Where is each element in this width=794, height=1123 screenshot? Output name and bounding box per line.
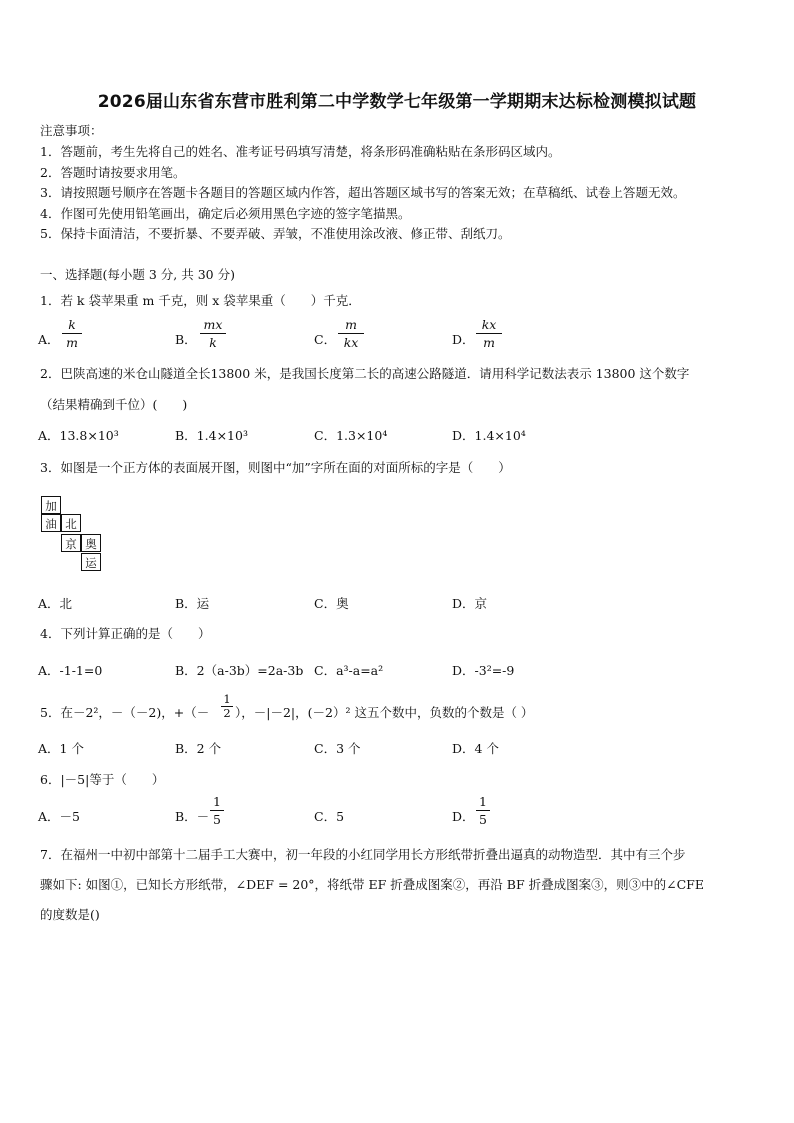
q6-stem: 6．|－5|等于（ ） xyxy=(40,772,165,787)
q5-stem-b: ），－|－2|，(－2）² 这五个数中，负数的个数是（ ） xyxy=(235,705,534,720)
q1-option-c-fraction: m kx xyxy=(338,317,364,350)
q3-option-d: D．京 xyxy=(452,596,488,611)
q5-option-d: D．4 个 xyxy=(452,741,499,756)
q4-stem: 4．下列计算正确的是（ ） xyxy=(40,626,211,641)
notice-item-1: 1．答题前，考生先将自己的姓名、准考证号码填写清楚，将条形码准确粘贴在条形码区域内。 xyxy=(40,144,561,159)
q5-stem-a: 5．在－2²，－（－2)，+（－ xyxy=(40,705,210,720)
q6-option-d: D． xyxy=(452,809,475,824)
q2-stem-2: （结果精确到千位）( ) xyxy=(40,397,188,412)
q1-option-b-fraction: mx k xyxy=(200,317,226,350)
net-face-bei: 北 xyxy=(61,514,81,532)
net-face-jia: 加 xyxy=(41,496,61,514)
q2-option-d: D．1.4×10⁴ xyxy=(452,428,526,443)
q1-option-a-fraction: k m xyxy=(62,317,82,350)
q6-option-b-fraction: 1 5 xyxy=(210,794,224,827)
q5-option-b: B．2 个 xyxy=(175,741,222,756)
q2-option-a: A．13.8×10³ xyxy=(38,428,119,443)
q1-stem: 1．若 k 袋苹果重 m 千克，则 x 袋苹果重（ ）千克． xyxy=(40,293,361,308)
q5-option-a: A．1 个 xyxy=(38,741,84,756)
q2-option-b: B．1.4×10³ xyxy=(175,428,248,443)
q3-stem: 3．如图是一个正方体的表面展开图，则图中“加”字所在面的对面所标的字是（ ） xyxy=(40,460,511,475)
q5-option-c: C．3 个 xyxy=(314,741,361,756)
q4-option-b: B．2（a-3b）=2a-3b xyxy=(175,663,304,678)
q6-option-a: A．－5 xyxy=(38,809,80,824)
net-face-jing: 京 xyxy=(61,534,81,552)
q4-option-a: A．-1-1=0 xyxy=(38,663,103,678)
q7-line-1: 7．在福州一中初中部第十二届手工大赛中，初一年段的小红同学用长方形纸带折叠出逼真的动物造型．其中有三个步 xyxy=(40,847,686,862)
q2-option-c: C．1.3×10⁴ xyxy=(314,428,388,443)
q1-option-c-label: C． xyxy=(314,332,337,347)
net-face-yun: 运 xyxy=(81,553,101,571)
q4-option-c: C．a³-a=a² xyxy=(314,663,384,678)
q5-fraction: 1 2 xyxy=(221,693,233,720)
exam-title: 2026届山东省东营市胜利第二中学数学七年级第一学期期末达标检测模拟试题 xyxy=(97,92,697,112)
q3-option-b: B．运 xyxy=(175,596,210,611)
net-face-you: 油 xyxy=(41,514,61,532)
q4-option-d: D．-3²=-9 xyxy=(452,663,515,678)
q6-option-d-fraction: 1 5 xyxy=(476,794,490,827)
q1-option-d-label: D． xyxy=(452,332,475,347)
notice-item-4: 4．作图可先使用铅笔画出，确定后必须用黑色字迹的签字笔描黑。 xyxy=(40,206,411,221)
notice-heading: 注意事项： xyxy=(40,123,103,138)
section-heading: 一、选择题(每小题 3 分, 共 30 分) xyxy=(40,267,235,282)
q1-option-d-fraction: kx m xyxy=(476,317,502,350)
notice-item-3: 3．请按照题号顺序在答题卡各题目的答题区域内作答，超出答题区域书写的答案无效；在草稿纸、试卷上答题无效。 xyxy=(40,185,686,200)
q3-option-c: C．奥 xyxy=(314,596,349,611)
q6-option-b: B．－ xyxy=(175,809,210,824)
q1-option-b-label: B． xyxy=(175,332,197,347)
q2-stem: 2．巴陕高速的米仓山隧道全长13800 米，是我国长度第二长的高速公路隧道．请用科学记数法表示 13800 这个数字 xyxy=(40,366,690,381)
q7-line-2: 骤如下: 如图①，已知长方形纸带，∠DEF = 20°，将纸带 EF 折叠成图案②，再沿 BF 折叠成图案③，则③中的∠CFE xyxy=(40,877,704,892)
notice-item-2: 2．答题时请按要求用笔。 xyxy=(40,165,186,180)
net-face-ao: 奥 xyxy=(81,534,101,552)
q3-option-a: A．北 xyxy=(38,596,73,611)
notice-item-5: 5．保持卡面清洁，不要折暴、不要弄破、弄皱，不准使用涂改液、修正带、刮纸刀。 xyxy=(40,226,511,241)
q7-line-3: 的度数是() xyxy=(40,907,100,922)
q6-option-c: C．5 xyxy=(314,809,345,824)
q1-option-a-label: A． xyxy=(38,332,60,347)
